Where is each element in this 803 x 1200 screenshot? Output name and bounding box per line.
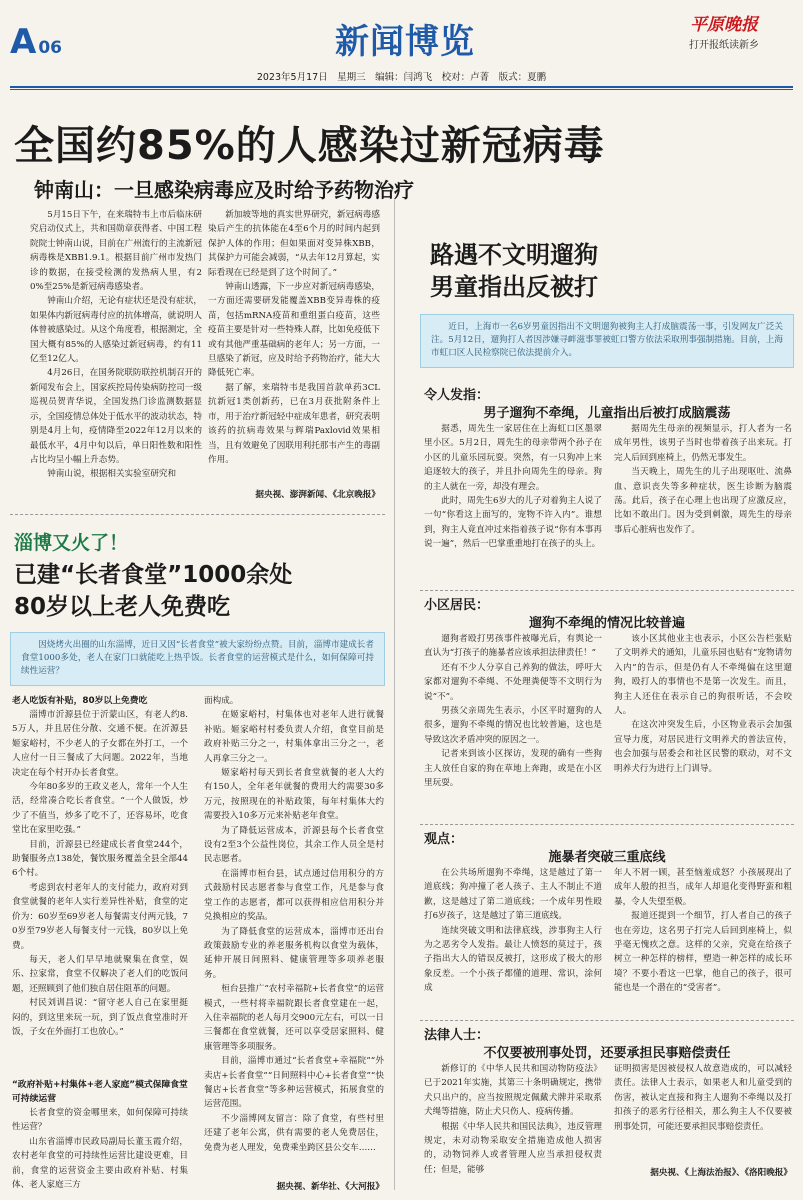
dog-paragraph: 连续突破文明和法律底线，涉事狗主人行为之恶劣令人发指。最让人愤怒的莫过于，孩子指出大人的错误反被打，这形成了极大的形象反差。一个小孩子都懂的道理、常识，涂何成 [424,925,602,994]
zibo-paragraph: 考虑到农村老年人的支付能力，政府对到食堂就餐的老年人实行差异性补贴，食堂的定价为：60岁至69岁老人每餐需支付两元钱，70岁至79岁老人每餐支付一元钱，80岁以上免费。 [12,882,188,951]
lead-paragraph: 钟南山透露，下一步应对新冠病毒感染，一方面还需要研发能覆盖XBB变异毒株的疫苗，包括mRNA疫苗和重组蛋白疫苗，这些疫苗主要是针对一些特殊人群，比如免疫低下或有其他严重基础病的老年人；另一方面，一旦感染了新冠，应及时给予药物治疗，能大大降低死亡率。 [208,282,380,379]
zibo-paragraph: 为了降低运营成本，沂源县每个长者食堂设有2至3个公益性岗位，其余工作人员全是村民志愿者。 [204,825,384,865]
zibo-paragraph: 在淄博市桓台县，试点通过信用积分的方式鼓励村民志愿者参与食堂工作，凡是参与食堂工作的志愿者，都可以获得相应信用积分并兑换相应的奖品。 [204,868,384,923]
dog-paragraph: 据悉，周先生一家居住在上海虹口区墨翠里小区。5月2日，周先生的母亲带两个孙子在小区的儿童乐园玩耍。突然，有一只狗冲上来追逐较大的孩子，并且扑向周先生的母亲。狗的主人就在一旁，却没有理会。 [424,424,602,492]
header-rule-thin [10,89,793,90]
dog-headline-2: 男童指出反被打 [430,273,598,301]
dog-sec2-head: 遛狗不牵绳的情况比较普遍 [528,616,685,631]
dog-sec4-col2 [614,1062,792,1166]
dog-source: 据央视、《上海法治报》、《洛阳晚报》 [650,1168,792,1178]
zibo-source: 据央视、新华社、《大河报》 [276,1182,384,1192]
lead-headline: 全国约85%的人感染过新冠病毒 [14,123,605,169]
dog-sec1-head: 男子遛狗不牵绳，儿童指出后被打成脑震荡 [483,406,731,421]
zibo-paragraph: 不少淄博网友留言：除了食堂，有些村里还建了老年公寓，供有需要的老人免费居住，免费为老人理发，免费乘坐跨区县公交车…… [204,1113,384,1153]
dog-sec4-col1 [424,1062,602,1196]
brand-block [658,10,790,51]
column-divider [394,200,395,1190]
dog-sec3-col2 [614,866,792,1018]
dog-sec3-col1 [424,866,602,1018]
lead-column-1 [30,208,202,508]
zibo-paragraph: 目前，沂源县已经建成长者食堂244个，助餐服务点138处，餐饮服务覆盖全县全部446个村。 [12,839,188,879]
dog-paragraph: 此时，周先生6岁大的儿子对着狗主人说了一句“你看这上面写的，宠物不许入内”。谁想到，狗主人竟直冲过来指着孩子说“你有本事再说一遍”，然后一巴掌重重地打在孩子的头上。 [424,496,602,550]
zibo-paragraph: 面构成。 [204,696,239,706]
dateline: 2023年5月17日 星期三 编辑：闫鸿飞 校对：卢菁 版式：夏鹏 [256,72,547,83]
divider [10,514,385,515]
lead-column-2 [208,208,380,488]
dog-sec1-label: 令人发指： [424,388,490,403]
dog-sec3-head: 施暴者突破三重底线 [548,850,666,865]
zibo-subhead: “政府补贴+村集体+老人家庭”模式保障食堂可持续运营 [12,1080,188,1104]
zibo-lead: 因烧烤火出圈的山东淄博，近日又因“长者食堂”被大家纷纷点赞。目前，淄博市建成长者食堂1000多处，老人在家门口就能吃上热乎饭。长者食堂的运营模式是什么，如何保障可持续性运营？ [10,632,385,686]
dog-paragraph: 在公共场所遛狗不牵绳，这是越过了第一道底线；狗冲撞了老人孩子、主人不制止不道歉，这是越过了第二道底线；一个成年男性殴打6岁孩子，这是越过了第三道底线。 [424,868,602,922]
dog-lead: 近日，上海市一名6岁男童因指出不文明遛狗被狗主人打成脑震荡一事，引发网友广泛关注。5月12日，遛狗打人者因涉嫌寻衅滋事罪被虹口警方依法采取刑事强制措施。目前，上海市虹口区人民检察院已依法提前介入。 [420,314,794,368]
lead-subheadline: 钟南山：一旦感染病毒应及时给予药物治疗 [34,178,414,202]
dog-paragraph: 当天晚上，周先生的儿子出现呕吐、流鼻血、意识丧失等多种症状，医生诊断为脑震荡。此后，孩子在心理上也出现了应激反应，比如不敢出门。因为受到刺激，周先生的母亲事后心脏病也发作了。 [614,467,792,535]
dog-sec4-head: 不仅要被刑事处罚，还要承担民事赔偿责任 [483,1046,731,1061]
dog-sec1-col1 [424,422,602,588]
dog-sec2-col1 [424,632,602,822]
zibo-paragraph: 每天，老人们早早地就聚集在食堂，娱乐、拉家常，食堂不仅解决了老人们的吃饭问题，还照顾到了他们独自居住阻革的问题。 [12,954,188,994]
dog-paragraph: 根据《中华人民共和国民法典》，违反管理规定，未对动物采取安全措施造成他人损害的，动物饲养人或者管理人应当承担侵权责任；但是，能够 [424,1121,602,1175]
dog-paragraph: 男孩父亲周先生表示，小区平时遛狗的人很多，遛狗不牵绳的情况也比较普遍，这也是导致这次矛盾冲突的原因之一。 [424,706,602,745]
dog-paragraph: 记者来到该小区探访，发现的确有一些狗主人放任自家的狗在草地上奔跑，或是在小区里玩耍。 [424,749,602,789]
page-letter: A [10,22,37,62]
divider [420,590,794,591]
dog-paragraph: 证明损害是因被侵权人故意造成的，可以减轻责任。法律人士表示，如果老人和儿童受到的伤害，被认定直接和狗主人遛狗不牵绳以及打扣孩子的恶劣行径相关，那么狗主人不仅要被刑事处罚，可能还要承担民事赔偿责任。 [614,1064,792,1132]
zibo-paragraph: 淄博市沂源县位于沂蒙山区，有老人约8.5万人，并且居住分散、交通不便。在沂源县姬家峪村，不少老人的子女都在外打工，一个人应付一日三餐成了大问题。2022年，当地决定在每个村开办长者食堂。 [12,710,188,778]
lead-paragraph: 钟南山说，根据相关实验室研究和 [47,469,177,480]
brand-slogan: 打开报纸读新乡 [689,40,759,51]
zibo-paragraph: 村民刘训昌说：“留守老人自己在家里挺闷的，到这里来玩一玩，到了饭点食堂准时开饭，子女在外面打工也放心。” [12,998,188,1037]
dog-paragraph: 还有不少人分享自己养狗的做法，呼吁大家都对遛狗不牵绳、不处理粪便等不文明行为说“不”。 [424,662,602,702]
dog-paragraph: 据周先生母亲的视频显示，打人者为一名成年男性，该男子当时也带着孩子出来玩。打完人后回到座椅上，仍然无事发生。 [614,424,792,463]
zibo-headline-1: 已建“长者食堂”1000余处 [14,562,293,588]
dog-sec3-label: 观点： [424,832,464,847]
zibo-headline-2: 80岁以上老人免费吃 [14,594,231,620]
zibo-paragraph: 长者食堂的资金哪里来，如何保障可持续性运营？ [12,1108,188,1133]
lead-paragraph: 据了解，来瑞特韦是我国首款单药3CL抗新冠1类创新药，已在3月获批附条件上市，用于治疗新冠轻中症成年患者，研究表明该药的抗病毒效果与辉瑞Paxlovid效果相当，且有效避免了因联用利托那韦产生的毒副作用。 [208,382,380,465]
dog-headline-1: 路遇不文明遛狗 [430,241,598,269]
zibo-paragraph: 今年80多岁的王政义老人，常年一个人生活，经常凑合吃长者食堂。“一个人做饭，炒少了不值当，炒多了吃不了，还容易坏，吃食堂比在家里吃强。” [12,782,188,836]
dog-sec4-label: 法律人士： [424,1028,490,1043]
dog-paragraph: 报道还提到一个细节，打人者自己的孩子也在旁边，这名男子打完人后回到座椅上，似乎毫无愧疚之意。这样的父亲，究竟在给孩子树立一种怎样的榜样，塑造一种怎样的成长环境？不要小看这一巴掌，他自己的孩子，很可能也是一个潜在的“受害者”。 [614,911,792,994]
lead-source: 据央视、澎湃新闻、《北京晚报》 [255,490,380,500]
dog-paragraph: 新修订的《中华人民共和国动物防疫法》已于2021年实施，其第三十条明确规定，携带犬只出户的，应当按照规定佩戴犬牌并采取系犬绳等措施，防止犬只伤人、疫病传播。 [424,1064,602,1118]
zibo-column-2 [204,694,384,1176]
dog-sec2-label: 小区居民： [424,598,490,613]
dog-sec1-col2 [614,422,792,588]
lead-paragraph: 4月26日，在国务院联防联控机制召开的新闻发布会上，国家疾控局传染病防控司一级巡视员贺青华说，全国发热门诊监测数据显示，全国疫情总体处于低水平的波动状态，特别是4月上旬，疫情降至2022年12月以来的最低水平，4月中旬以后，单日阳性数和阳性占比均呈小幅上升态势。 [30,368,202,465]
section-title: 新闻博览 [335,22,475,62]
zibo-paragraph: 山东省淄博市民政局副局长董玉霞介绍，农村老年食堂的可持续性运营比建设更难，目前，食堂的运营资金主要由政府补贴、村集体、老人家庭三方 [12,1136,188,1191]
zibo-paragraph: 桓台县推广“农村幸福院+长者食堂”的运营模式，一些村将幸福院跟长者食堂建在一起，入住幸福院的老人每月交900元左右，可以一日三餐都在食堂就餐，还可以享受居家照料、健康管理等多项服务。 [204,984,384,1052]
lead-paragraph: 5月15日下午，在来瑞特韦上市后临床研究启动仪式上，共和国勋章获得者、中国工程院院士钟南山说，目前在广州流行的主流新冠病毒株是XBB1.9.1。根据目前广州市发热门诊的数据，在接受检测的发热病人里，有20%至25%是新冠病毒感染者。 [30,210,202,293]
dog-paragraph: 该小区其他业主也表示，小区公告栏张贴了文明养犬的通知，儿童乐园也贴有“宠物请勿入内”的告示，但是仍有人不牵绳偏在这里遛狗，殴打人的事情也不是第一次发生。而且，狗主人还住在表示自己的狗很听话，不会咬人。 [614,634,792,717]
page-digits: 06 [38,38,62,58]
divider [420,1020,794,1021]
brand-logo: 平原晚报 [690,15,758,35]
zibo-subhead: 老人吃饭有补贴，80岁以上免费吃 [12,696,148,706]
lead-paragraph: 钟南山介绍，无论有症状还是没有症状，如果体内新冠病毒付应的抗体增高，就说明人体曾被感染过。从这个角度看，根据测定，全国大概有85%的人感染过新冠病毒，约有11亿至12亿人。 [30,296,202,365]
lead-paragraph: 新加坡等地的真实世界研究，新冠病毒感染后产生的抗体能在4至6个月的时间内起到保护人体的作用；但如果面对变异株XBB，其保护力可能会减弱，“从去年12月算起，实际看现在已经是到了这个时间了。” [208,210,380,278]
dog-paragraph: 年人不屑一顾，甚至恼羞成怒？小孩展现出了成年人般的担当，成年人却退化变得野蛮和粗暴，令人失望至极。 [614,868,792,907]
zibo-paragraph: 为了降低食堂的运营成本，淄博市还出台政策鼓励专业的养老服务机构以食堂为载体，延伸开展日间照料、健康管理等多项养老服务。 [204,926,384,980]
zibo-column-1 [12,694,188,1074]
page-number [10,22,62,62]
dog-paragraph: 在这次冲突发生后，小区物业表示会加强宣导力度，对居民进行文明养犬的普法宣传，也会加强与居委会和社区民警的联动，对不文明养犬行为进行上门训导。 [614,720,792,774]
zibo-paragraph: 在姬家峪村，村集体也对老年人进行就餐补贴。姬家峪村村委负责人介绍，食堂目前是政府补贴三分之一，村集体拿出三分之一，老人再拿三分之一。 [204,710,384,764]
dog-sec2-col2 [614,632,792,822]
zibo-kicker: 淄博又火了！ [14,532,129,554]
dog-paragraph: 遛狗者殴打男孩事件被曝光后，有舆论一直认为“打孩子的施暴者应该承担法律责任！” [424,634,602,659]
zibo-column-1b [12,1078,188,1196]
zibo-paragraph: 目前，淄博市通过“长者食堂+幸福院”“外卖店+长者食堂”“日间照料中心+长者食堂”“快餐店+长者食堂”等多种运营模式，拓展食堂的运营范围。 [204,1056,384,1110]
zibo-paragraph: 姬家峪村每天到长者食堂就餐的老人大约有150人，全年老年就餐的费用大约需要30多万元，按照现在的补贴政策，每年村集体大约需要投入10多万元来补贴老年食堂。 [204,768,384,822]
divider [420,824,794,825]
header-rule [10,86,793,88]
